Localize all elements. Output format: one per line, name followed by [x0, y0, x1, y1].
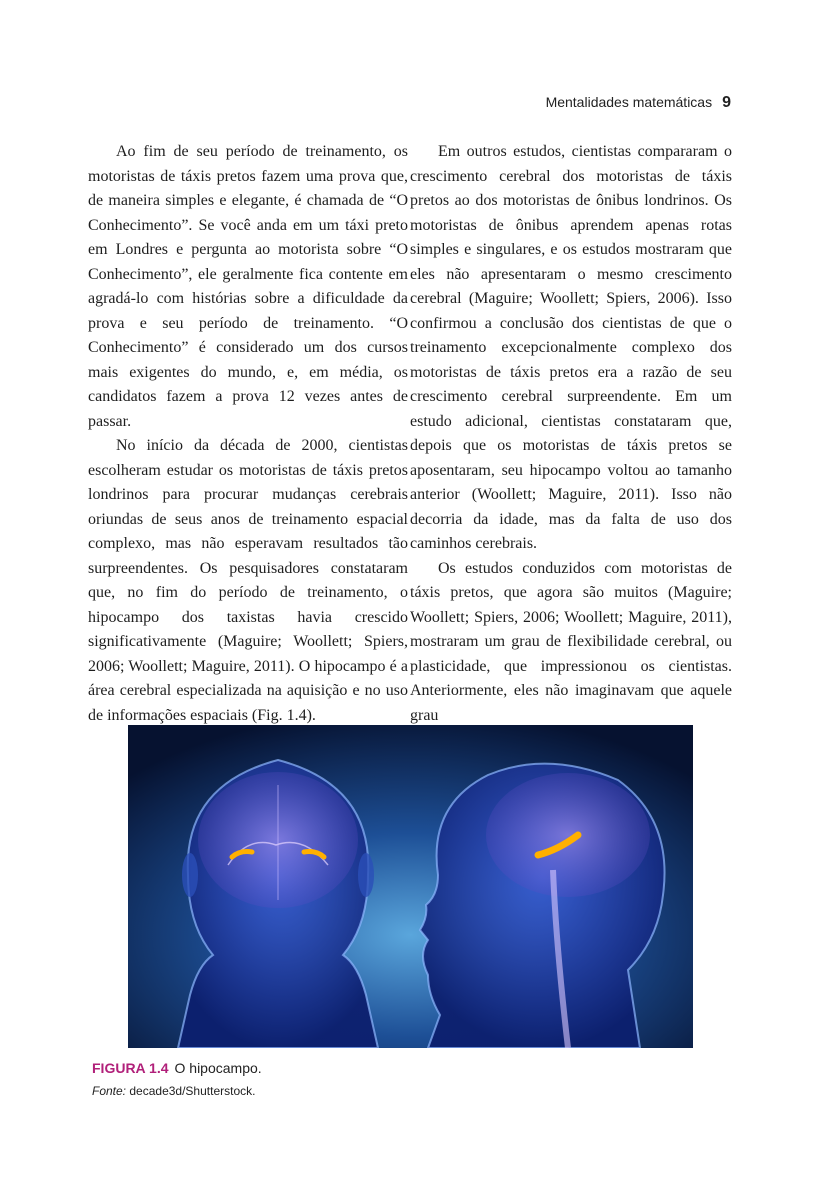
- source-text: decade3d/Shutterstock.: [129, 1084, 256, 1098]
- hippocampus-figure: [128, 725, 693, 1048]
- paragraph: Os estudos conduzidos com motoristas de táxis pretos, que agora são muitos (Maguire; Woollett; Spiers, 2006; Woollett; Maguire, 2011), mostraram um grau de flexibilidade cerebral, ou plasticidade, que impressionou os cientistas. Anteriormente, eles não imaginavam que aquele grau: [410, 559, 732, 724]
- brain-illustration: [128, 725, 693, 1048]
- source-label: Fonte:: [92, 1084, 127, 1098]
- figure-source: [92, 1084, 255, 1098]
- figure-caption: [92, 1060, 262, 1076]
- running-head: [546, 94, 731, 112]
- paragraph: No início da década de 2000, cientistas escolheram estudar os motoristas de táxis pretos londrinos para procurar mudanças cerebrais oriundas de seus anos de treinamento espacial complexo, mas não esperavam resultados tão surpreendentes. Os pesquisadores constataram que, no fim do período de treinamento, o hipocampo dos taxistas havia crescido significativamente (Maguire; Woollett; Spiers, 2006; Woollett; Maguire, 2011). O hipocampo é a área cerebral especializada na aquisição e no uso de informações espaciais (Fig. 1.4).: [88, 437, 408, 724]
- page-number: 9: [722, 94, 731, 111]
- paragraph: Em outros estudos, cientistas compararam o crescimento cerebral dos motoristas de táxis pretos ao dos motoristas de ônibus londrinos. Os motoristas de ônibus aprendem apenas rotas simples e singulares, e os estudos mostraram que eles não apresentaram o mesmo crescimento cerebral (Maguire; Woollett; Spiers, 2006). Isso confirmou a conclusão dos cientistas de que o treinamento excepcionalmente complexo dos motoristas de táxis pretos era a razão de seu crescimento cerebral surpreendente. Em um estudo adicional, cientistas constataram que, depois que os motoristas de táxis pretos se aposentaram, seu hipocampo voltou ao tamanho anterior (Woollett; Maguire, 2011). Isso não decorria da idade, mas da falta de uso dos caminhos cerebrais.: [410, 143, 732, 552]
- right-column: [410, 140, 732, 728]
- profile-head: [420, 764, 665, 1048]
- figure-caption-text: O hipocampo.: [174, 1060, 262, 1076]
- front-head: [178, 760, 378, 1048]
- figure-label: FIGURA 1.4: [92, 1060, 169, 1076]
- paragraph: Ao fim de seu período de treinamento, os motoristas de táxis pretos fazem uma prova que, de maneira simples e elegante, é chamada de “O Conhecimento”. Se você anda em um táxi preto em Londres e pergunta ao motorista sobre “O Conhecimento”, ele geralmente fica contente em agradá-lo com histórias sobre a dificuldade da prova e seu período de treinamento. “O Conhecimento” é considerado um dos cursos mais exigentes do mundo, e, em média, os candidatos fazem a prova 12 vezes antes de passar.: [88, 143, 408, 430]
- chapter-title: Mentalidades matemáticas: [545, 94, 713, 110]
- left-column: [88, 140, 408, 728]
